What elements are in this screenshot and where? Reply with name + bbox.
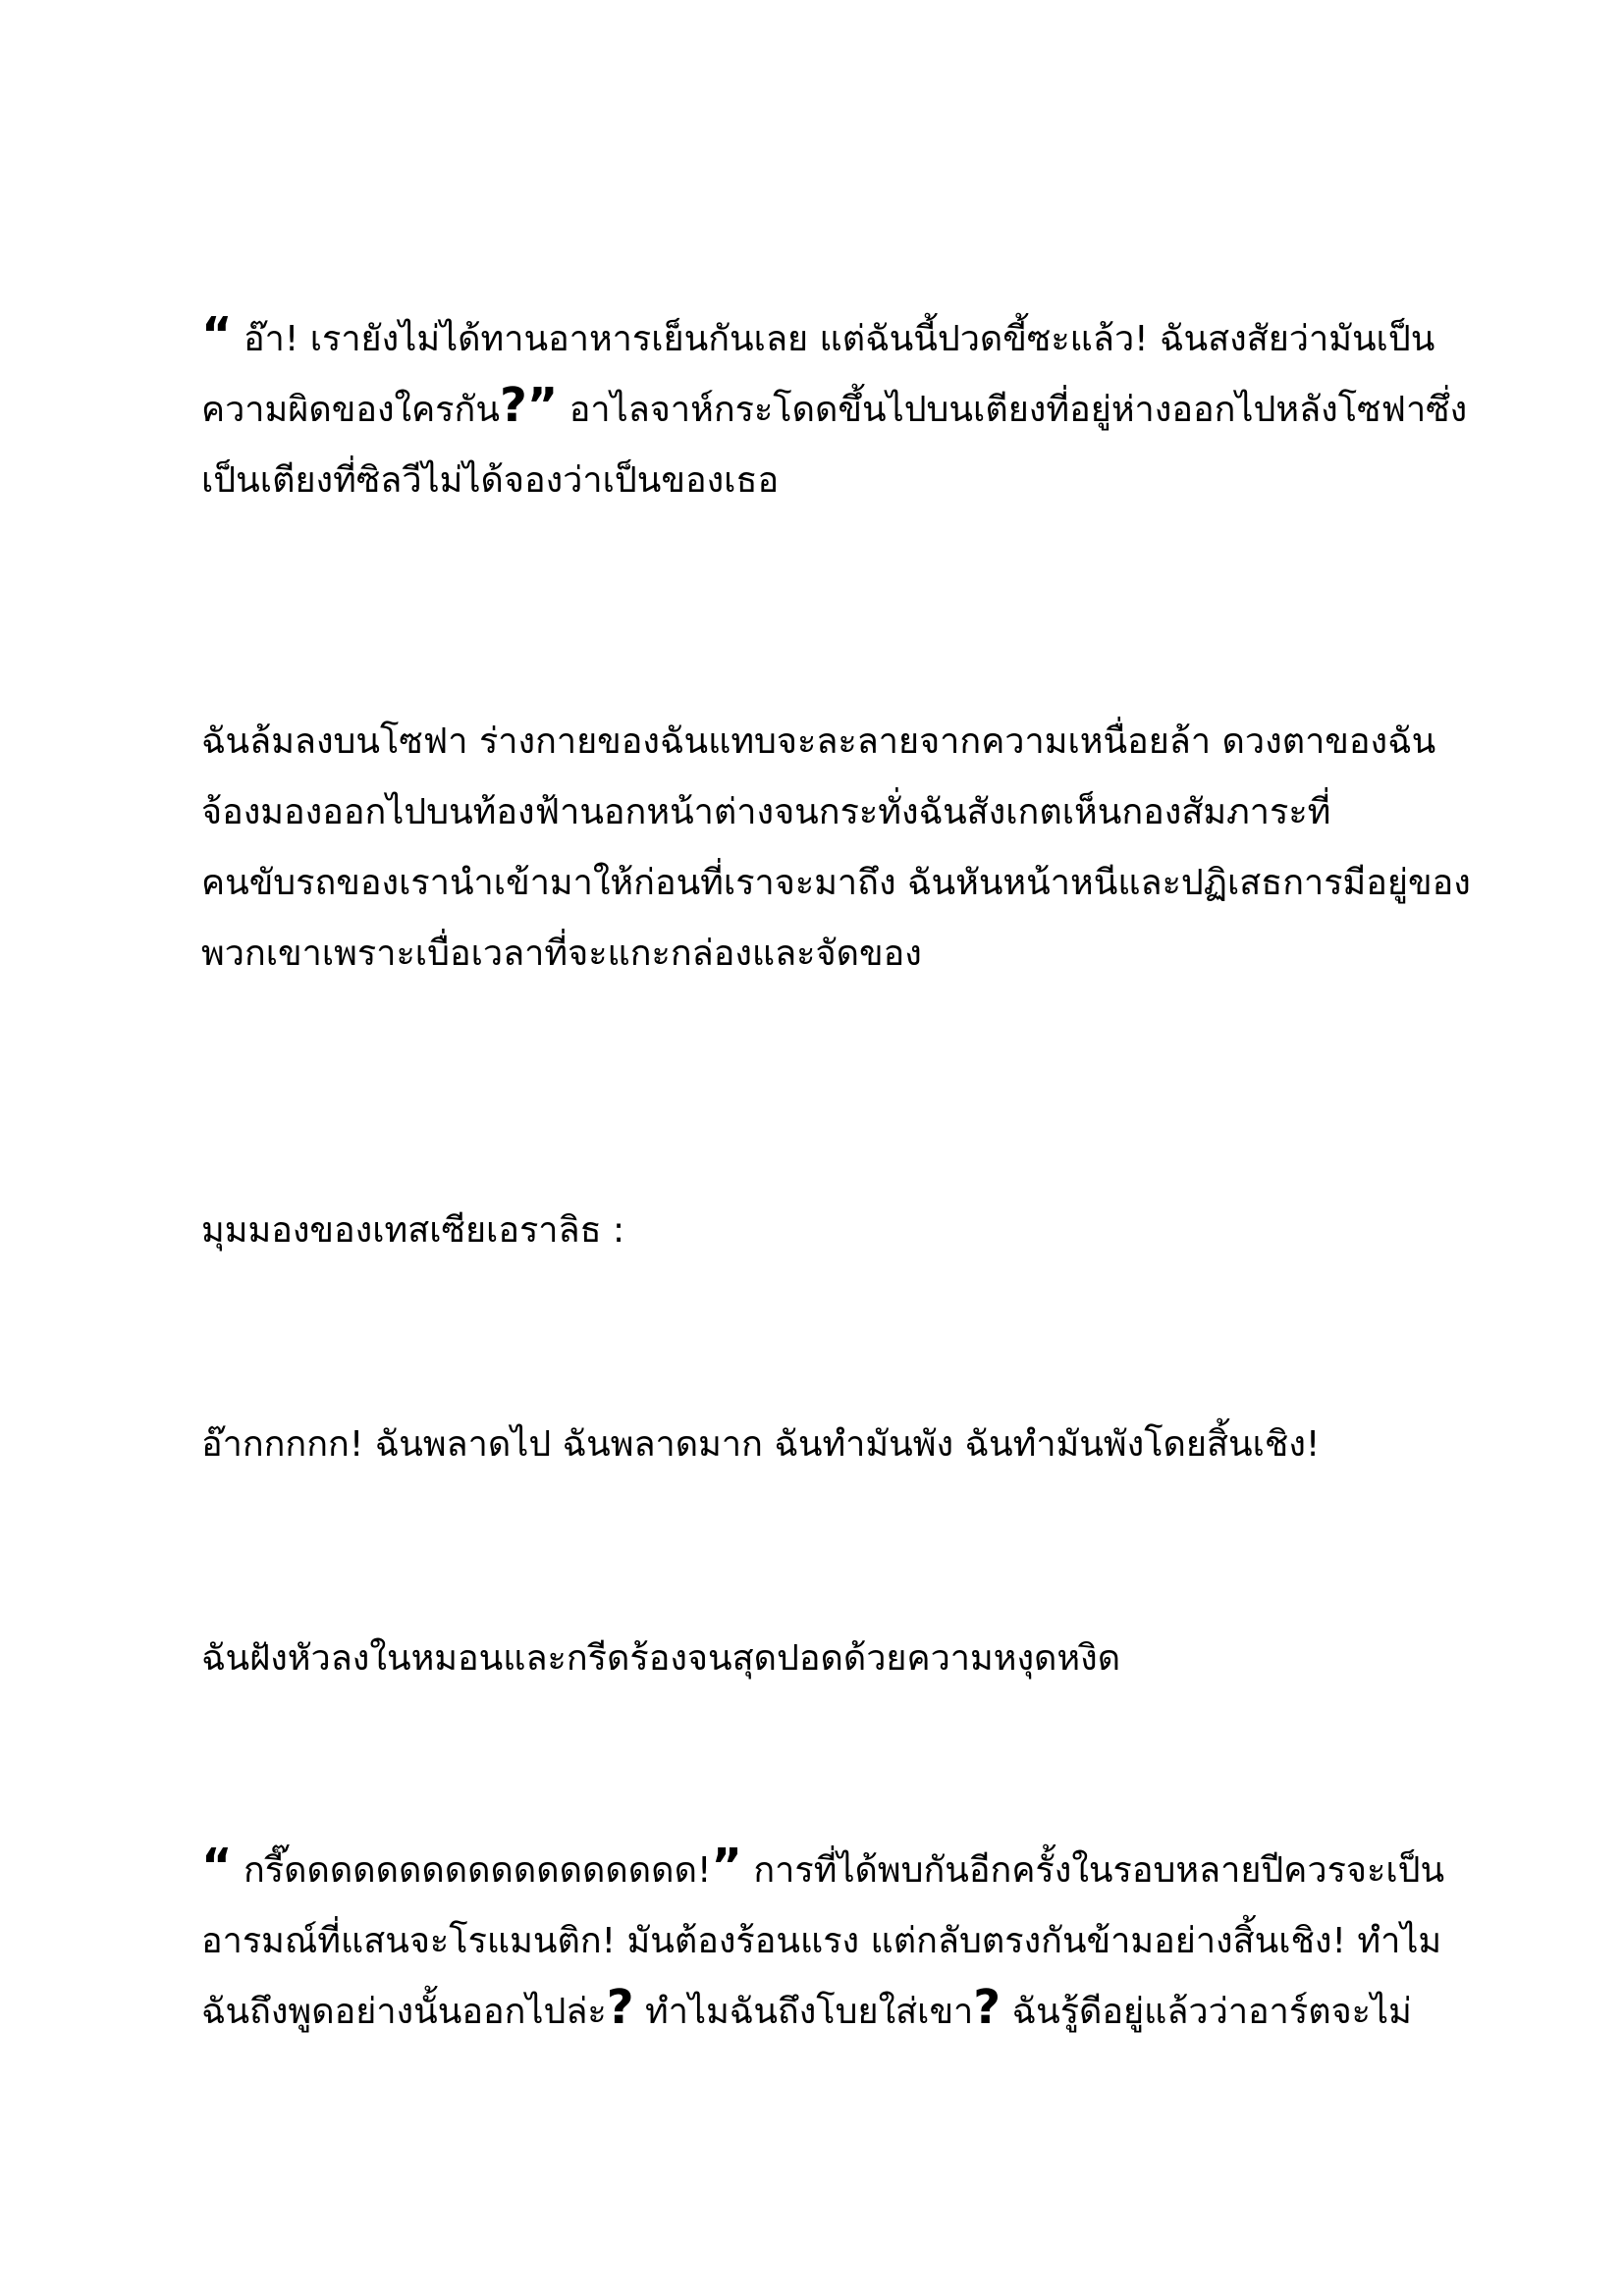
close-quote: ?” bbox=[499, 378, 559, 433]
line-text: อ๊า! เรายังไม่ได้ทานอาหารเย็นกันเลย แต่ฉันนี้ปวดขี้ซะแล้ว! ฉันสงสัยว่ามันเป็น bbox=[232, 319, 1435, 359]
paragraph-4 bbox=[201, 1410, 1468, 1480]
line-text-tail: อาไลจาห์กระโดดขึ้นไปบนเตียงที่อยู่ห่างออกไปหลังโซฟาซึ่ง bbox=[558, 390, 1468, 430]
line-text-tail: ทำไมฉันถึงโบยใส่เขา bbox=[633, 1992, 974, 2032]
paragraph-line bbox=[201, 304, 1468, 375]
paragraph-line bbox=[201, 1906, 1468, 1977]
open-quote: “ bbox=[201, 1839, 233, 1894]
paragraph-line bbox=[201, 1977, 1468, 2048]
line-text: ฉันถึงพูดอย่างนั้นออกไปล่ะ bbox=[201, 1992, 607, 2032]
question-mark: ? bbox=[606, 1980, 634, 2035]
paragraph-line bbox=[201, 375, 1468, 446]
open-quote: “ bbox=[201, 307, 233, 362]
paragraph-line: อ๊ากกกกก! ฉันพลาดไป ฉันพลาดมาก ฉันทำมันพัง ฉันทำมันพังโดยสิ้นเชิง! bbox=[201, 1424, 1321, 1465]
close-quote: ” bbox=[711, 1839, 742, 1894]
paragraph-line bbox=[201, 446, 1468, 516]
line-text: เป็นเตียงที่ซิลวีไม่ได้จองว่าเป็นของเธอ bbox=[201, 460, 780, 501]
paragraph-line: พวกเขาเพราะเบื่อเวลาที่จะแกะกล่องและจัดของ bbox=[201, 934, 922, 974]
paragraph-line: ฉันล้มลงบนโซฟา ร่างกายของฉันแทบจะละลายจากความเหนื่อยล้า ดวงตาของฉัน bbox=[201, 721, 1436, 762]
line-text: อารมณ์ที่แสนจะโรแมนติก! มันต้องร้อนแรง แต่กลับตรงกันข้ามอย่างสิ้นเชิง! ทำไม bbox=[201, 1921, 1442, 1961]
line-text: ความผิดของใครกัน bbox=[201, 390, 500, 430]
question-mark: ? bbox=[973, 1980, 1001, 2035]
line-text: กรี๊ดดดดดดดดดดดดดดดดดด! bbox=[232, 1850, 712, 1891]
line-text-tail: การที่ได้พบกันอีกครั้งในรอบหลายปีควรจะเป็น bbox=[741, 1850, 1445, 1891]
paragraph-line: มุมมองของเทสเซียเอราลิธ : bbox=[201, 1210, 625, 1251]
paragraph-line: คนขับรถของเรานำเข้ามาให้ก่อนที่เราจะมาถึง ฉันหันหน้าหนีและปฏิเสธการมีอยู่ของ bbox=[201, 863, 1471, 903]
paragraph-line bbox=[201, 1836, 1468, 1906]
paragraph-line: จ้องมองออกไปบนท้องฟ้านอกหน้าต่างจนกระทั่งฉันสังเกตเห็นกองสัมภาระที่ bbox=[201, 792, 1331, 832]
paragraph-line: ฉันฝังหัวลงในหมอนและกรีดร้องจนสุดปอดด้วยความหงุดหงิด bbox=[201, 1638, 1121, 1679]
paragraph-2 bbox=[201, 707, 1471, 989]
line-text-tail: ฉันรู้ดีอยู่แล้วว่าอาร์ตจะไม่ bbox=[1001, 1992, 1412, 2032]
paragraph-5 bbox=[201, 1624, 1468, 1694]
paragraph-1 bbox=[201, 304, 1468, 516]
paragraph-6 bbox=[201, 1836, 1468, 2048]
paragraph-3-pov-heading bbox=[201, 1196, 1468, 1266]
